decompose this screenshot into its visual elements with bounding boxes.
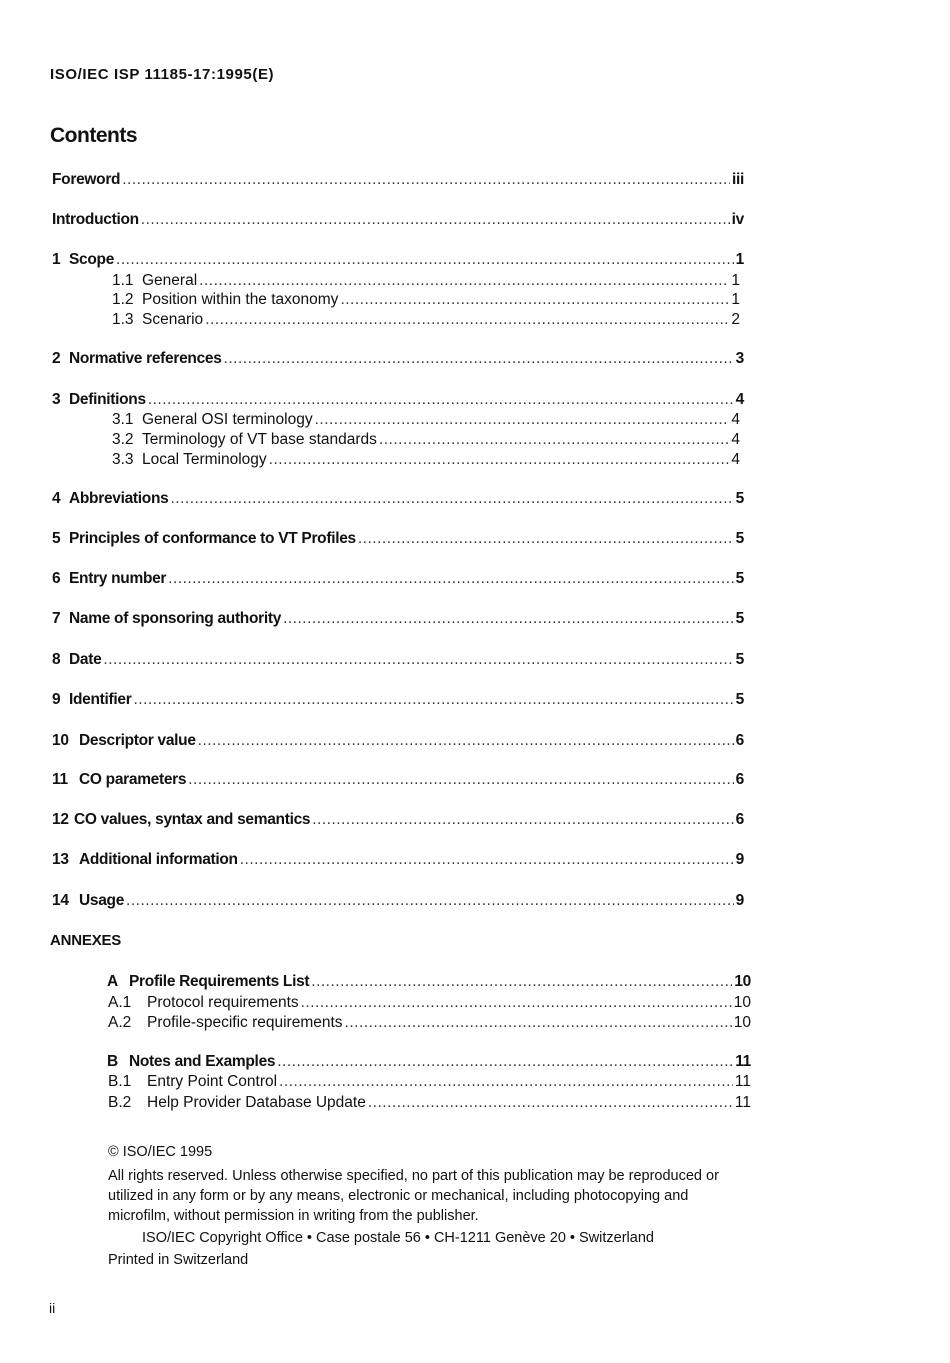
toc-entry-page: 11 [734, 1094, 751, 1111]
toc-entry-number: B.2 [108, 1094, 132, 1111]
copyright-block [108, 1142, 768, 1270]
toc-entry-foreword[interactable] [52, 170, 744, 190]
toc-entry-label: Name of sponsoring authority [69, 610, 282, 627]
toc-entry-page: 9 [735, 851, 744, 868]
toc-entry-page: 11 [735, 1053, 751, 1070]
toc-entry-page: 4 [731, 451, 740, 468]
dot-leader [224, 349, 734, 369]
toc-entry-annex-b-1[interactable] [108, 1072, 751, 1092]
toc-entry-section-4[interactable] [52, 489, 744, 509]
toc-entry-annex-a-2[interactable] [108, 1013, 751, 1033]
toc-entry-page: iii [731, 171, 744, 188]
toc-entry-page: 6 [735, 811, 744, 828]
toc-entry-section-2[interactable] [52, 349, 744, 369]
toc-entry-page: 5 [735, 610, 744, 627]
toc-entry-label: Foreword [52, 171, 121, 188]
dot-leader [283, 609, 734, 629]
toc-entry-number: 13 [52, 851, 69, 868]
dot-leader [358, 529, 734, 549]
toc-entry-number: A.2 [108, 1014, 132, 1031]
toc-entry-section-1-2[interactable] [112, 290, 740, 310]
toc-entry-number: 1.2 [112, 291, 134, 308]
toc-entry-page: 4 [731, 411, 740, 428]
toc-entry-page: 5 [735, 570, 744, 587]
toc-entry-label: Scenario [142, 311, 204, 328]
annexes-heading: ANNEXES [50, 932, 122, 949]
dot-leader [301, 993, 732, 1013]
dot-leader [116, 250, 734, 270]
toc-entry-section-3-3[interactable] [112, 450, 740, 470]
toc-entry-label: Definitions [69, 391, 146, 408]
toc-entry-annex-b[interactable] [107, 1052, 751, 1072]
dot-leader [199, 271, 729, 291]
toc-entry-page: 1 [731, 291, 740, 308]
dot-leader [148, 390, 734, 410]
page-number: ii [49, 1300, 56, 1316]
toc-entry-section-1-1[interactable] [112, 271, 740, 291]
toc-entry-label: Usage [79, 892, 125, 909]
toc-entry-label: Protocol requirements [147, 994, 299, 1011]
toc-entry-number: 1 [52, 251, 61, 268]
toc-entry-page: 4 [735, 391, 744, 408]
toc-entry-label: CO parameters [79, 771, 187, 788]
dot-leader [368, 1093, 733, 1113]
toc-entry-page: 4 [731, 431, 740, 448]
toc-entry-label: General [142, 272, 198, 289]
toc-entry-page: 5 [735, 490, 744, 507]
printed-in: Printed in Switzerland [108, 1252, 249, 1268]
toc-entry-label: Abbreviations [69, 490, 169, 507]
toc-entry-number: 3 [52, 391, 61, 408]
toc-entry-number: 7 [52, 610, 61, 627]
dot-leader [379, 430, 729, 450]
toc-entry-section-5[interactable] [52, 529, 744, 549]
toc-entry-section-3-1[interactable] [112, 410, 740, 430]
toc-entry-annex-a-1[interactable] [108, 993, 751, 1013]
toc-entry-number: 10 [52, 732, 69, 749]
copyright-office-address: ISO/IEC Copyright Office • Case postale 56 • CH-1211 Genève 20 • Switzerland [142, 1230, 654, 1246]
toc-entry-label: CO values, syntax and semantics [74, 811, 311, 828]
toc-entry-label: Principles of conformance to VT Profiles [69, 530, 356, 547]
dot-leader [205, 310, 729, 330]
toc-entry-page: iv [731, 211, 744, 228]
toc-entry-page: 1 [731, 272, 740, 289]
toc-entry-section-9[interactable] [52, 690, 744, 710]
dot-leader [312, 810, 733, 830]
toc-entry-label: Local Terminology [142, 451, 267, 468]
dot-leader [198, 731, 734, 751]
toc-entry-section-11[interactable] [52, 770, 744, 790]
toc-entry-number: 1.3 [112, 311, 134, 328]
dot-leader [126, 891, 734, 911]
toc-entry-introduction[interactable] [52, 210, 744, 230]
toc-entry-section-14[interactable] [52, 891, 744, 911]
dot-leader [170, 489, 733, 509]
toc-entry-section-3-2[interactable] [112, 430, 740, 450]
dot-leader [122, 170, 730, 190]
toc-entry-page: 6 [735, 732, 744, 749]
toc-entry-page: 9 [735, 892, 744, 909]
toc-entry-page: 5 [735, 530, 744, 547]
toc-entry-number: 14 [52, 892, 69, 909]
dot-leader [311, 972, 732, 992]
toc-entry-number: 5 [52, 530, 61, 547]
toc-entry-label: Entry Point Control [147, 1073, 278, 1090]
toc-entry-label: Introduction [52, 211, 139, 228]
toc-entry-label: Notes and Examples [129, 1053, 276, 1070]
toc-entry-label: Profile-specific requirements [147, 1014, 343, 1031]
dot-leader [340, 290, 729, 310]
toc-entry-number: 4 [52, 490, 61, 507]
toc-entry-page: 3 [735, 350, 744, 367]
toc-entry-section-7[interactable] [52, 609, 744, 629]
toc-entry-number: B [107, 1053, 118, 1070]
toc-entry-annex-a[interactable] [107, 972, 751, 992]
toc-entry-label: Descriptor value [79, 732, 196, 749]
dot-leader [188, 770, 733, 790]
toc-entry-label: Profile Requirements List [129, 973, 310, 990]
toc-entry-section-13[interactable] [52, 850, 744, 870]
toc-entry-section-6[interactable] [52, 569, 744, 589]
toc-entry-page: 11 [734, 1073, 751, 1090]
toc-entry-number: 3.1 [112, 411, 134, 428]
toc-entry-page: 6 [735, 771, 744, 788]
toc-entry-label: Additional information [79, 851, 238, 868]
toc-entry-number: 9 [52, 691, 61, 708]
toc-entry-number: 3.2 [112, 431, 134, 448]
dot-leader [345, 1013, 732, 1033]
toc-entry-page: 5 [735, 691, 744, 708]
toc-entry-page: 10 [734, 973, 751, 990]
toc-entry-label: Identifier [69, 691, 132, 708]
toc-entry-number: A.1 [108, 994, 132, 1011]
dot-leader [168, 569, 734, 589]
toc-entry-page: 2 [731, 311, 740, 328]
dot-leader [133, 690, 733, 710]
toc-entry-label: Help Provider Database Update [147, 1094, 366, 1111]
toc-entry-number: 6 [52, 570, 61, 587]
toc-entry-label: Terminology of VT base standards [142, 431, 377, 448]
document-identifier: ISO/IEC ISP 11185-17:1995(E) [50, 66, 275, 83]
toc-entry-label: Date [69, 651, 102, 668]
dot-leader [315, 410, 730, 430]
toc-entry-number: B.1 [108, 1073, 132, 1090]
toc-entry-section-10[interactable] [52, 731, 744, 751]
toc-entry-number: 1.1 [112, 272, 134, 289]
toc-entry-section-8[interactable] [52, 650, 744, 670]
toc-entry-page: 1 [735, 251, 744, 268]
toc-entry-label: Normative references [69, 350, 222, 367]
dot-leader [103, 650, 733, 670]
dot-leader [141, 210, 730, 230]
toc-entry-number: 11 [52, 771, 68, 788]
toc-entry-section-1[interactable] [52, 250, 744, 270]
toc-entry-page: 5 [735, 651, 744, 668]
copyright-notice: © ISO/IEC 1995 [108, 1144, 213, 1160]
dot-leader [269, 450, 730, 470]
toc-entry-page: 10 [733, 1014, 751, 1031]
toc-entry-number: 8 [52, 651, 61, 668]
toc-entry-section-12[interactable] [52, 810, 744, 830]
toc-entry-page: 10 [733, 994, 751, 1011]
toc-entry-number: 2 [52, 350, 61, 367]
toc-entry-label: Entry number [69, 570, 167, 587]
toc-entry-number: A [107, 973, 118, 990]
toc-entry-label: Position within the taxonomy [142, 291, 339, 308]
dot-leader [240, 850, 734, 870]
page-title: Contents [50, 124, 137, 147]
rights-statement: All rights reserved. Unless otherwise specified, no part of this publication may be reproduced or utilized in any form or by any means, electronic or mechanical, including photocopying and microfilm, without permission in writing from the publisher. [108, 1168, 719, 1224]
toc-entry-section-1-3[interactable] [112, 310, 740, 330]
toc-entry-section-3[interactable] [52, 390, 744, 410]
dot-leader [279, 1072, 733, 1092]
toc-entry-label: General OSI terminology [142, 411, 313, 428]
toc-entry-number: 3.3 [112, 451, 134, 468]
dot-leader [277, 1052, 733, 1072]
toc-entry-label: Scope [69, 251, 115, 268]
toc-entry-annex-b-2[interactable] [108, 1093, 751, 1113]
toc-entry-number: 12 [52, 811, 69, 828]
